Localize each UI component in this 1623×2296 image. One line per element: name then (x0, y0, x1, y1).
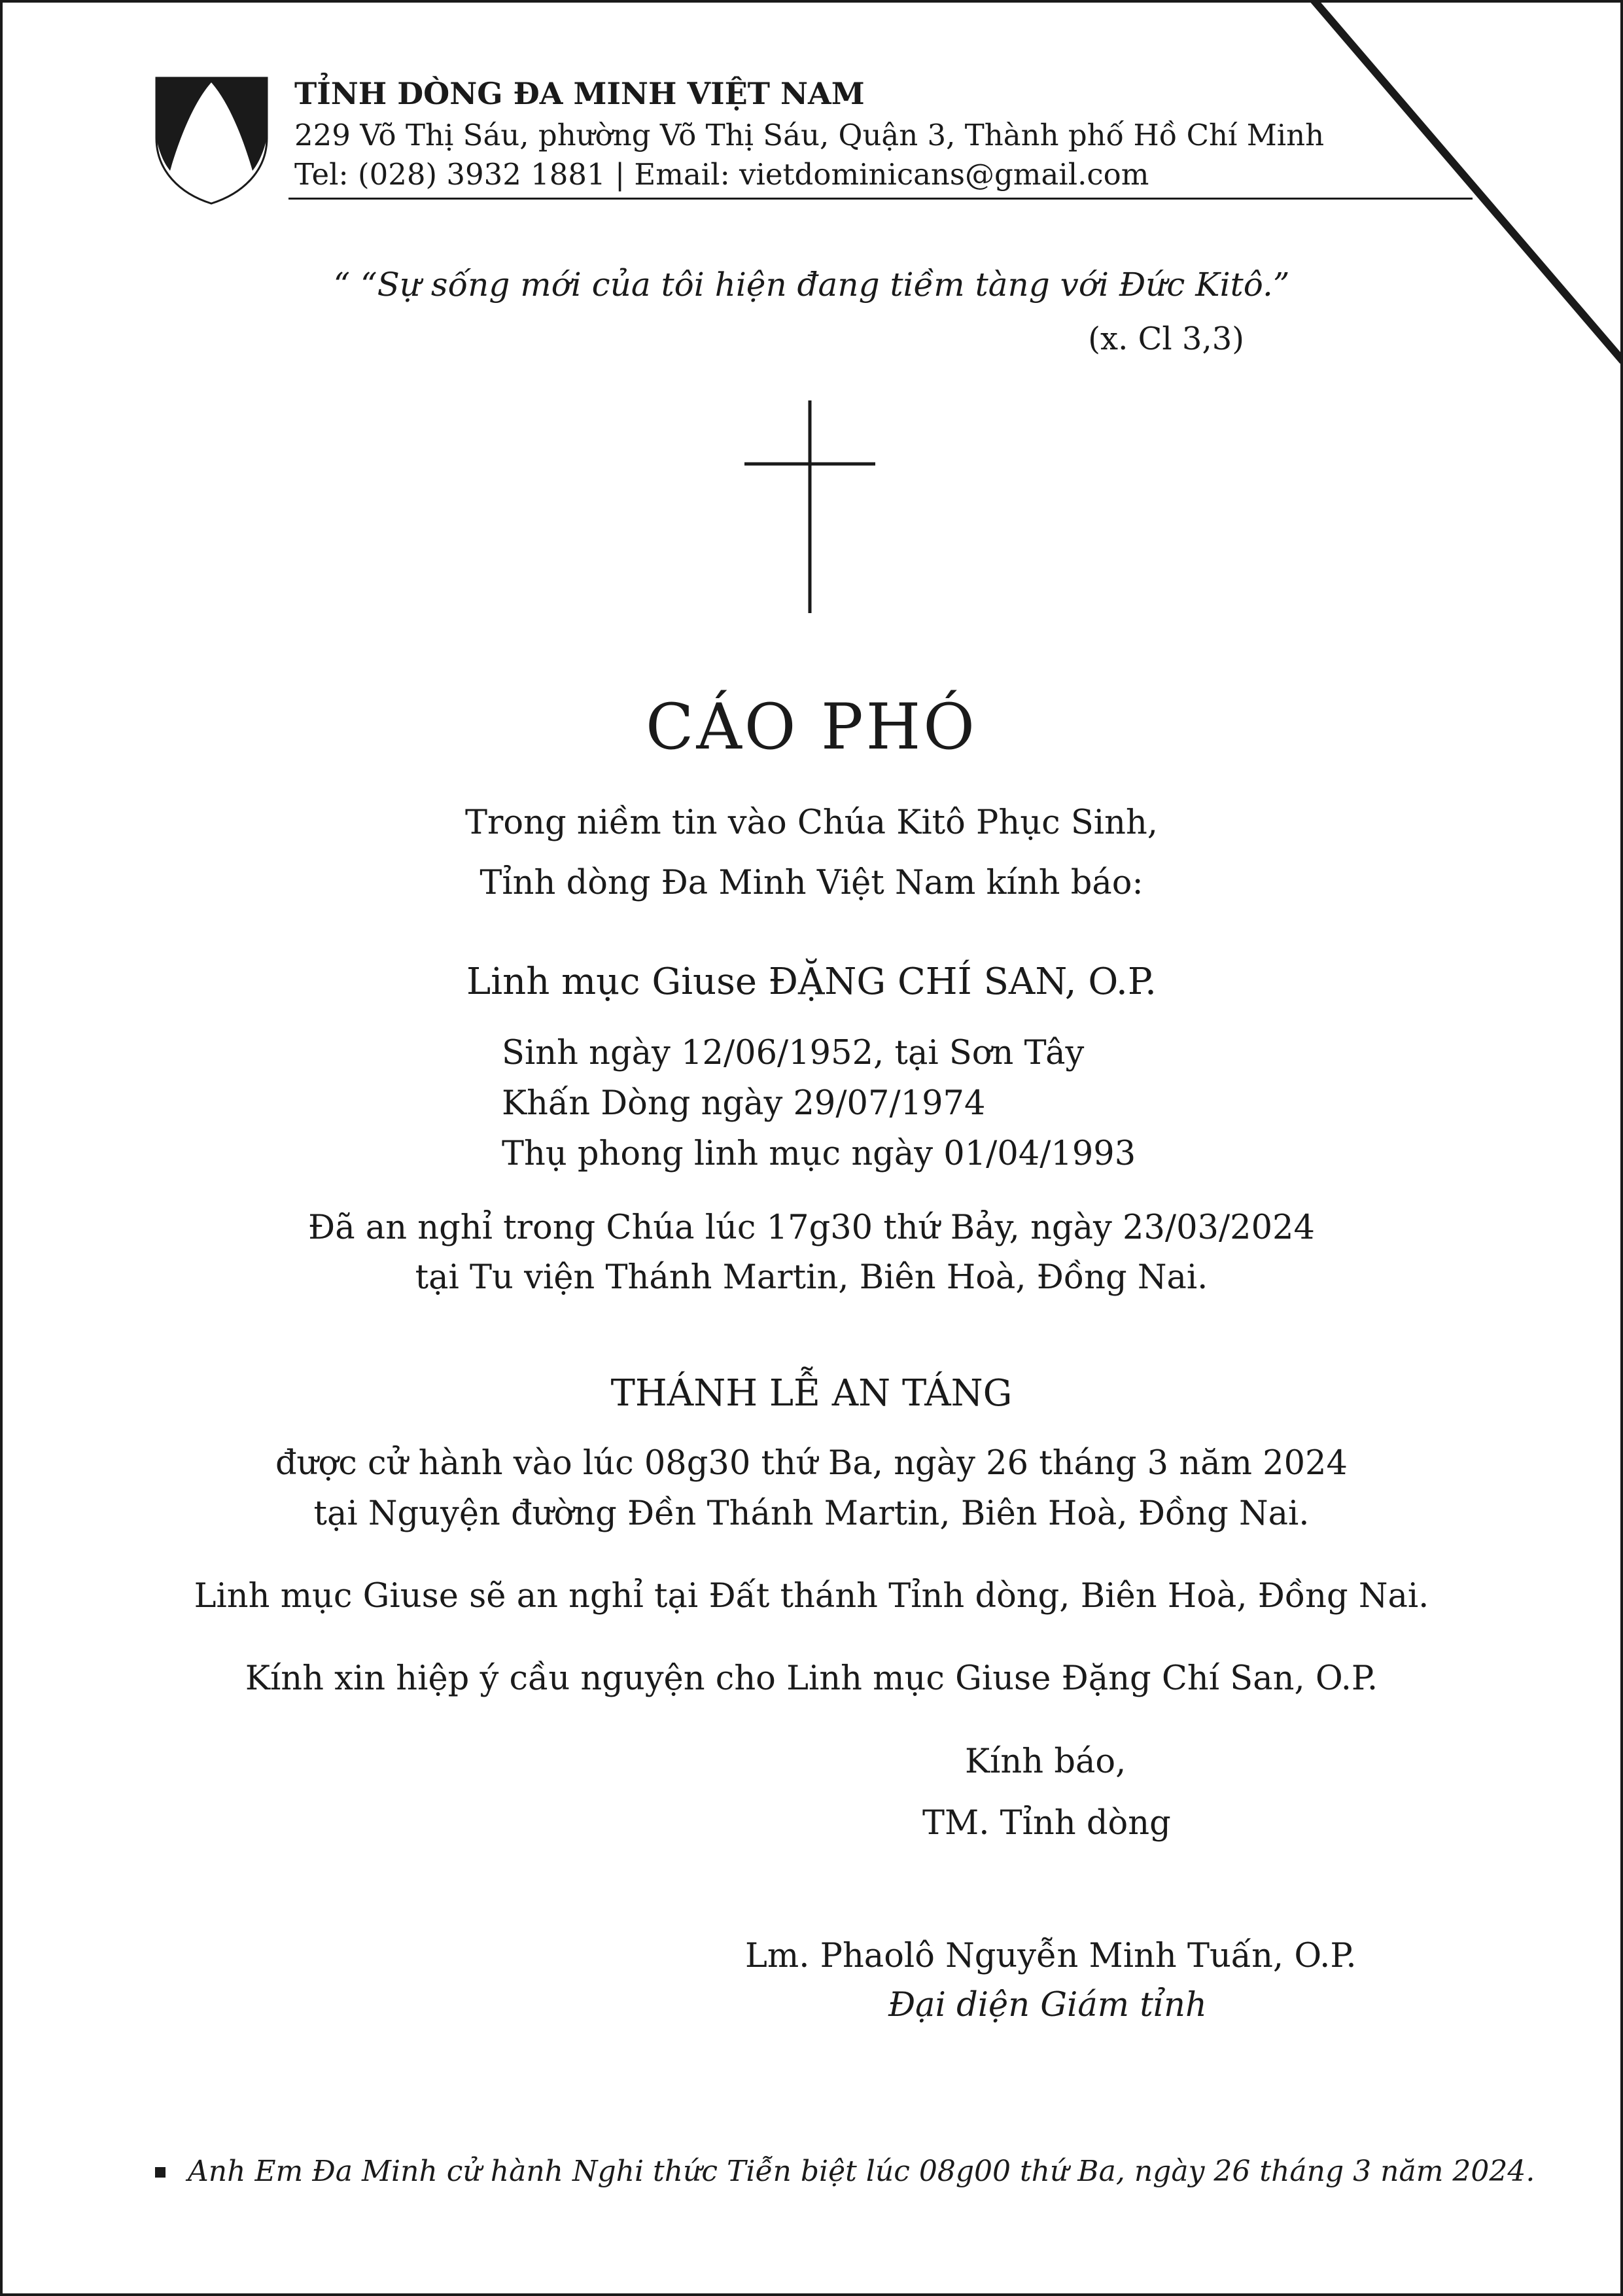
dominican-shield-icon (154, 76, 269, 205)
notice-title: CÁO PHÓ (645, 690, 977, 764)
funeral-line-1: được cử hành vào lúc 08g30 thứ Ba, ngày 26 tháng 3 năm 2024 (275, 1444, 1348, 1483)
funeral-heading: THÁNH LỄ AN TÁNG (610, 1372, 1013, 1415)
organization-name: TỈNH DÒNG ĐA MINH VIỆT NAM (294, 76, 865, 111)
footnote-bullet (155, 2167, 166, 2178)
intro-line-2: Tỉnh dòng Đa Minh Việt Nam kính báo: (480, 864, 1143, 902)
on-behalf-line: TM. Tỉnh dòng (922, 1804, 1171, 1843)
burial-line: Linh mục Giuse sẽ an nghỉ tại Đất thánh Tỉnh dòng, Biên Hoà, Đồng Nai. (194, 1577, 1429, 1616)
death-line-1: Đã an nghỉ trong Chúa lúc 17g30 thứ Bảy, ngày 23/03/2024 (308, 1209, 1315, 1247)
signer-role: Đại diện Giám tỉnh (888, 1986, 1207, 2024)
organization-address: 229 Võ Thị Sáu, phường Võ Thị Sáu, Quận 3, Thành phố Hồ Chí Minh (294, 118, 1325, 152)
scripture-reference: (x. Cl 3,3) (1088, 321, 1244, 357)
deceased-name: Linh mục Giuse ĐẶNG CHÍ SAN, O.P. (466, 961, 1157, 1003)
cross-icon (741, 400, 879, 613)
scripture-verse: “ “Sự sống mới của tôi hiện đang tiềm tàng với Đức Kitô.” (333, 266, 1290, 304)
intro-line-1: Trong niềm tin vào Chúa Kitô Phục Sinh, (465, 804, 1158, 842)
header-divider (288, 198, 1473, 200)
closing-line: Kính báo, (965, 1742, 1126, 1781)
footnote: Anh Em Đa Minh cử hành Nghi thức Tiễn biệt lúc 08g00 thứ Ba, ngày 26 tháng 3 năm 2024. (188, 2155, 1535, 2188)
funeral-line-2: tại Nguyện đường Đền Thánh Martin, Biên Hoà, Đồng Nai. (313, 1494, 1310, 1533)
organization-contact: Tel: (028) 3932 1881 | Email: vietdominicans@gmail.com (294, 157, 1149, 192)
ordination-info: Thụ phong linh mục ngày 01/04/1993 (502, 1135, 1136, 1173)
death-line-2: tại Tu viện Thánh Martin, Biên Hoà, Đồng Nai. (415, 1258, 1208, 1297)
prayer-request: Kính xin hiệp ý cầu nguyện cho Linh mục Giuse Đặng Chí San, O.P. (245, 1659, 1378, 1698)
birth-info: Sinh ngày 12/06/1952, tại Sơn Tây (502, 1034, 1085, 1072)
signer-name: Lm. Phaolô Nguyễn Minh Tuấn, O.P. (745, 1937, 1357, 1975)
vows-info: Khấn Dòng ngày 29/07/1974 (502, 1084, 986, 1123)
